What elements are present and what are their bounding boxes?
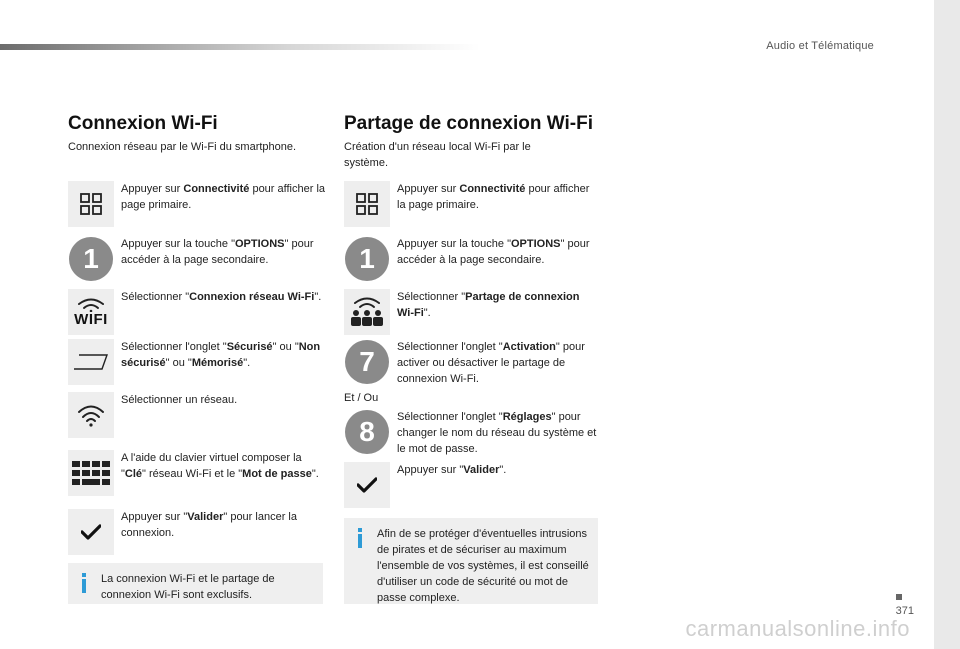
step-options (344, 236, 599, 282)
step-wifi-network (68, 289, 326, 335)
step-text: Appuyer sur "Valider". (397, 464, 507, 476)
step-wifi-share (344, 289, 599, 335)
step-text: Appuyer sur Connectivité pour afficher la page primaire. (121, 183, 326, 211)
step-text: Sélectionner l'onglet "Activation" pour activer ou désactiver le partage de connexion Wi-Fi. (397, 341, 585, 385)
step-select-network (68, 392, 326, 438)
step-text: Sélectionner "Partage de connexion Wi-Fi". (397, 291, 580, 319)
step-text: Sélectionner l'onglet "Sécurisé" ou "Non sécurisé" ou "Mémorisé". (121, 341, 321, 369)
watermark: carmanualsonline.info (685, 616, 910, 641)
section-header-title: Audio et Télématique (766, 40, 874, 52)
header-gradient-bar (0, 44, 480, 50)
info-icon (358, 528, 362, 532)
check-icon (344, 462, 390, 508)
info-note (68, 563, 323, 604)
step-number-badge: 8 (345, 410, 389, 454)
step-select-tab (68, 339, 326, 385)
page-marker (896, 594, 902, 600)
info-note (344, 518, 598, 604)
step-number-1-icon (344, 236, 390, 282)
step-number-badge: 1 (69, 237, 113, 281)
tab-icon (68, 339, 114, 385)
step-text: Sélectionner un réseau. (121, 394, 238, 406)
step-text: Sélectionner l'onglet "Réglages" pour changer le nom du réseau du système et le mot de passe. (397, 411, 597, 455)
et-ou-label: Et / Ou (344, 392, 379, 404)
step-activation (344, 339, 599, 385)
step-settings (344, 409, 599, 455)
grid-apps-icon (344, 181, 390, 227)
section-intro: Création d'un réseau local Wi-Fi par le système. (344, 141, 531, 169)
section-title: Connexion Wi-Fi (68, 113, 218, 134)
step-text: A l'aide du clavier virtuel composer la "Clé" réseau Wi-Fi et le "Mot de passe". (121, 452, 319, 480)
info-icon (82, 573, 86, 577)
step-number-badge: 7 (345, 340, 389, 384)
step-number-8-icon (344, 409, 390, 455)
info-note-text: La connexion Wi-Fi et le partage de connexion Wi-Fi sont exclusifs. (101, 573, 275, 601)
step-validate (68, 509, 326, 555)
step-text: Appuyer sur "Valider" pour lancer la connexion. (121, 511, 297, 539)
step-connectivity (344, 181, 599, 227)
step-options (68, 236, 326, 282)
step-number-7-icon (344, 339, 390, 385)
step-text: Sélectionner "Connexion réseau Wi-Fi". (121, 291, 322, 303)
wifi-icon (68, 289, 114, 335)
wifi-icon-label: WIFI (74, 310, 108, 328)
step-keyboard (68, 450, 326, 496)
keyboard-icon (68, 450, 114, 496)
wifi-signal-icon (68, 392, 114, 438)
wifi-share-icon (344, 289, 390, 335)
step-text: Appuyer sur la touche "OPTIONS" pour accéder à la page secondaire. (397, 238, 590, 266)
page-edge-strip (934, 0, 960, 649)
step-number-badge: 1 (345, 237, 389, 281)
step-number-1-icon (68, 236, 114, 282)
step-text: Appuyer sur Connectivité pour afficher la page primaire. (397, 183, 590, 211)
section-title: Partage de connexion Wi-Fi (344, 113, 593, 134)
check-icon (68, 509, 114, 555)
step-validate (344, 462, 599, 508)
info-note-text: Afin de se protéger d'éventuelles intrusions de pirates et de sécuriser au maximum l'ensemble de vos systèmes, il est conseillé d'utiliser un code de sécurité ou mot de passe complexe. (377, 528, 589, 604)
step-connectivity (68, 181, 326, 227)
page-number: 371 (895, 605, 914, 617)
step-text: Appuyer sur la touche "OPTIONS" pour accéder à la page secondaire. (121, 238, 314, 266)
grid-apps-icon (68, 181, 114, 227)
section-intro: Connexion réseau par le Wi-Fi du smartphone. (68, 141, 297, 153)
